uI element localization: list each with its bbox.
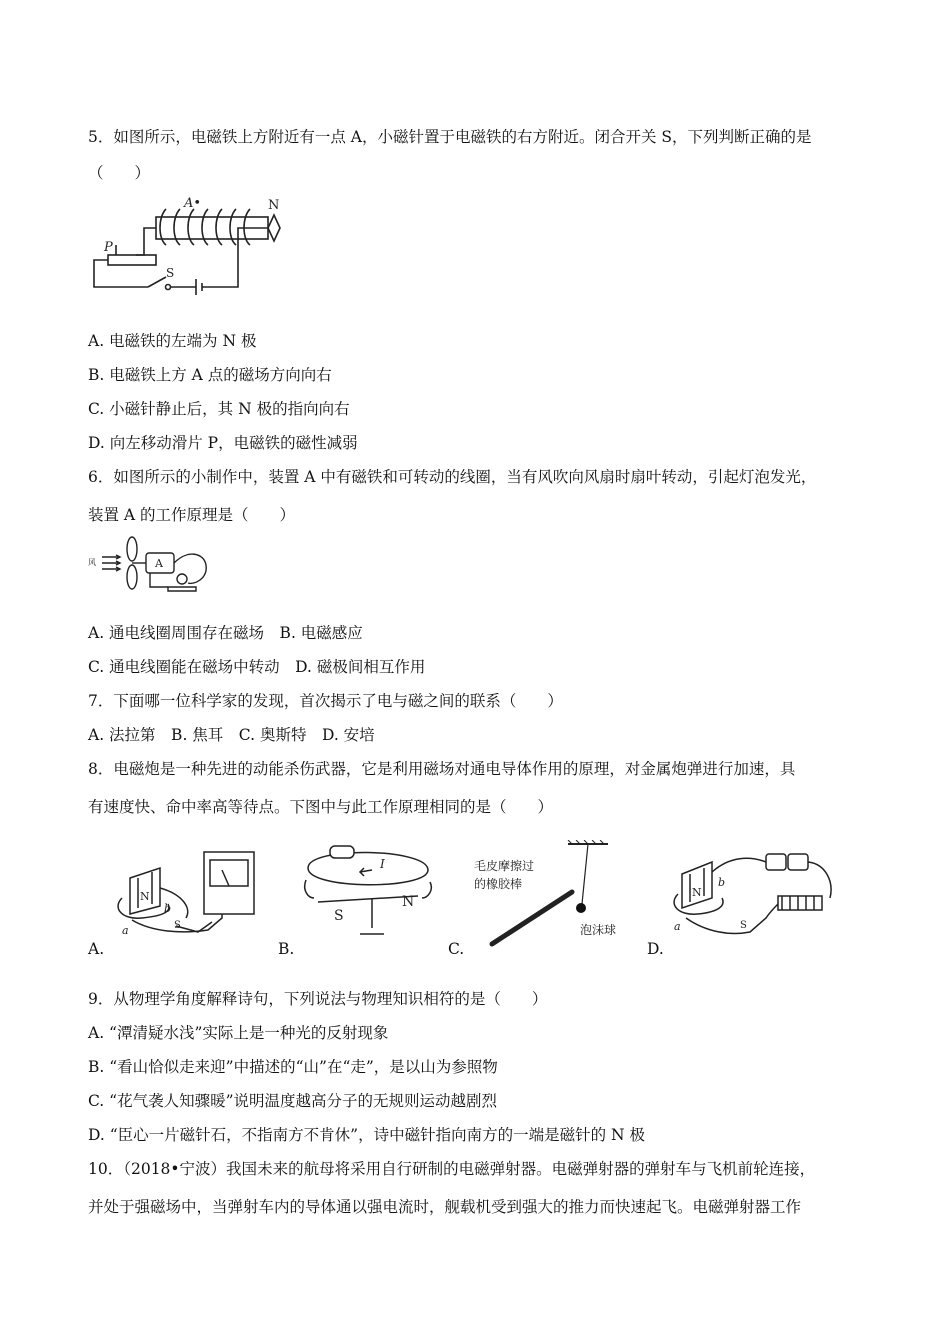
switch-S-label: S [166, 266, 175, 280]
q5-option-b: B. 电磁铁上方 A 点的磁场方向向右 [88, 366, 332, 384]
q8-figure-c [468, 840, 628, 952]
q5-option-c: C. 小磁针静止后，其 N 极的指向向右 [88, 400, 350, 418]
fig-a-N-label: N [140, 890, 150, 903]
fig-b-N-label: N [402, 894, 415, 910]
compass-N-label: N [268, 198, 280, 213]
point-A-label: A• [184, 196, 202, 211]
wind-label: 风 [88, 558, 96, 567]
q5-paren: （ ） [88, 164, 151, 182]
q10-line1: 10．（2018•宁波）我国未来的航母将采用自行研制的电磁弹射器。电磁弹射器的弹射车与飞机前轮连接， [88, 1160, 816, 1178]
q6-stem-line1: 6．如图所示的小制作中，装置 A 中有磁铁和可转动的线圈，当有风吹向风扇时扇叶转动，引起灯泡发光， [88, 468, 817, 486]
device-A-label: A [155, 557, 163, 570]
q7-stem: 7．下面哪一位科学家的发现，首次揭示了电与磁之间的联系（ ） [88, 692, 563, 710]
q6-stem-line2: 装置 A 的工作原理是（ ） [88, 506, 296, 524]
slider-P-label: P [104, 240, 113, 255]
fig-a-S-label: S [174, 920, 181, 931]
q8-figure-a [112, 848, 262, 940]
rod-label-line1: 毛皮摩擦过 [474, 859, 535, 873]
q8-choice-a-label: A. [88, 940, 105, 958]
foam-ball-label: 泡沫球 [580, 923, 617, 937]
q8-choice-b-label: B. [278, 940, 295, 958]
fig-a-b-label: b [164, 902, 172, 915]
fig-d-S-label: S [740, 920, 747, 931]
q8-figure-b [298, 840, 438, 945]
q8-stem-line2: 有速度快、命中率高等待点。下图中与此工作原理相同的是（ ） [88, 798, 554, 816]
q8-choice-c-label: C. [448, 940, 465, 958]
rod-label-line2: 的橡胶棒 [474, 877, 523, 891]
q10-line2: 并处于强磁场中，当弹射车内的导体通以强电流时，舰载机受到强大的推力而快速起飞。电磁弹射器工作 [88, 1198, 802, 1216]
q5-option-a: A. 电磁铁的左端为 N 极 [88, 332, 257, 350]
q9-option-c: C. “花气袭人知骤暖”说明温度越高分子的无规则运动越剧烈 [88, 1092, 498, 1110]
q7-options: A. 法拉第 B. 焦耳 C. 奥斯特 D. 安培 [88, 726, 375, 744]
fig-d-a-label: a [674, 920, 681, 933]
q6-options-line2: C. 通电线圈能在磁场中转动 D. 磁极间相互作用 [88, 658, 426, 676]
q5-stem: 5．如图所示，电磁铁上方附近有一点 A，小磁针置于电磁铁的右方附近。闭合开关 S，下列判断正确的是 [88, 128, 812, 146]
q9-option-d: D. “臣心一片磁针石，不指南方不肯休”，诗中磁针指向南方的一端是磁针的 N 极 [88, 1126, 645, 1144]
q6-wind-generator-figure [88, 535, 213, 597]
q8-stem-line1: 8．电磁炮是一种先进的动能杀伤武器，它是利用磁场对通电导体作用的原理，对金属炮弹进行加速，具 [88, 760, 796, 778]
fig-b-I-label: I [380, 857, 385, 871]
q9-stem: 9．从物理学角度解释诗句，下列说法与物理知识相符的是（ ） [88, 990, 548, 1008]
fig-d-N-label: N [692, 886, 702, 899]
fig-b-S-label: S [334, 908, 344, 924]
fig-a-a-label: a [122, 924, 129, 937]
q9-option-b: B. “看山恰似走来迎”中描述的“山”在“走”，是以山为参照物 [88, 1058, 498, 1076]
q6-options-line1: A. 通电线圈周围存在磁场 B. 电磁感应 [88, 624, 363, 642]
q8-choice-d-label: D. [647, 940, 664, 958]
q5-electromagnet-circuit-figure [88, 195, 298, 300]
q9-option-a: A. “潭清疑水浅”实际上是一种光的反射现象 [88, 1024, 389, 1042]
q8-figure-d [670, 842, 840, 942]
q5-option-d: D. 向左移动滑片 P，电磁铁的磁性减弱 [88, 434, 358, 452]
fig-d-b-label: b [718, 876, 726, 889]
